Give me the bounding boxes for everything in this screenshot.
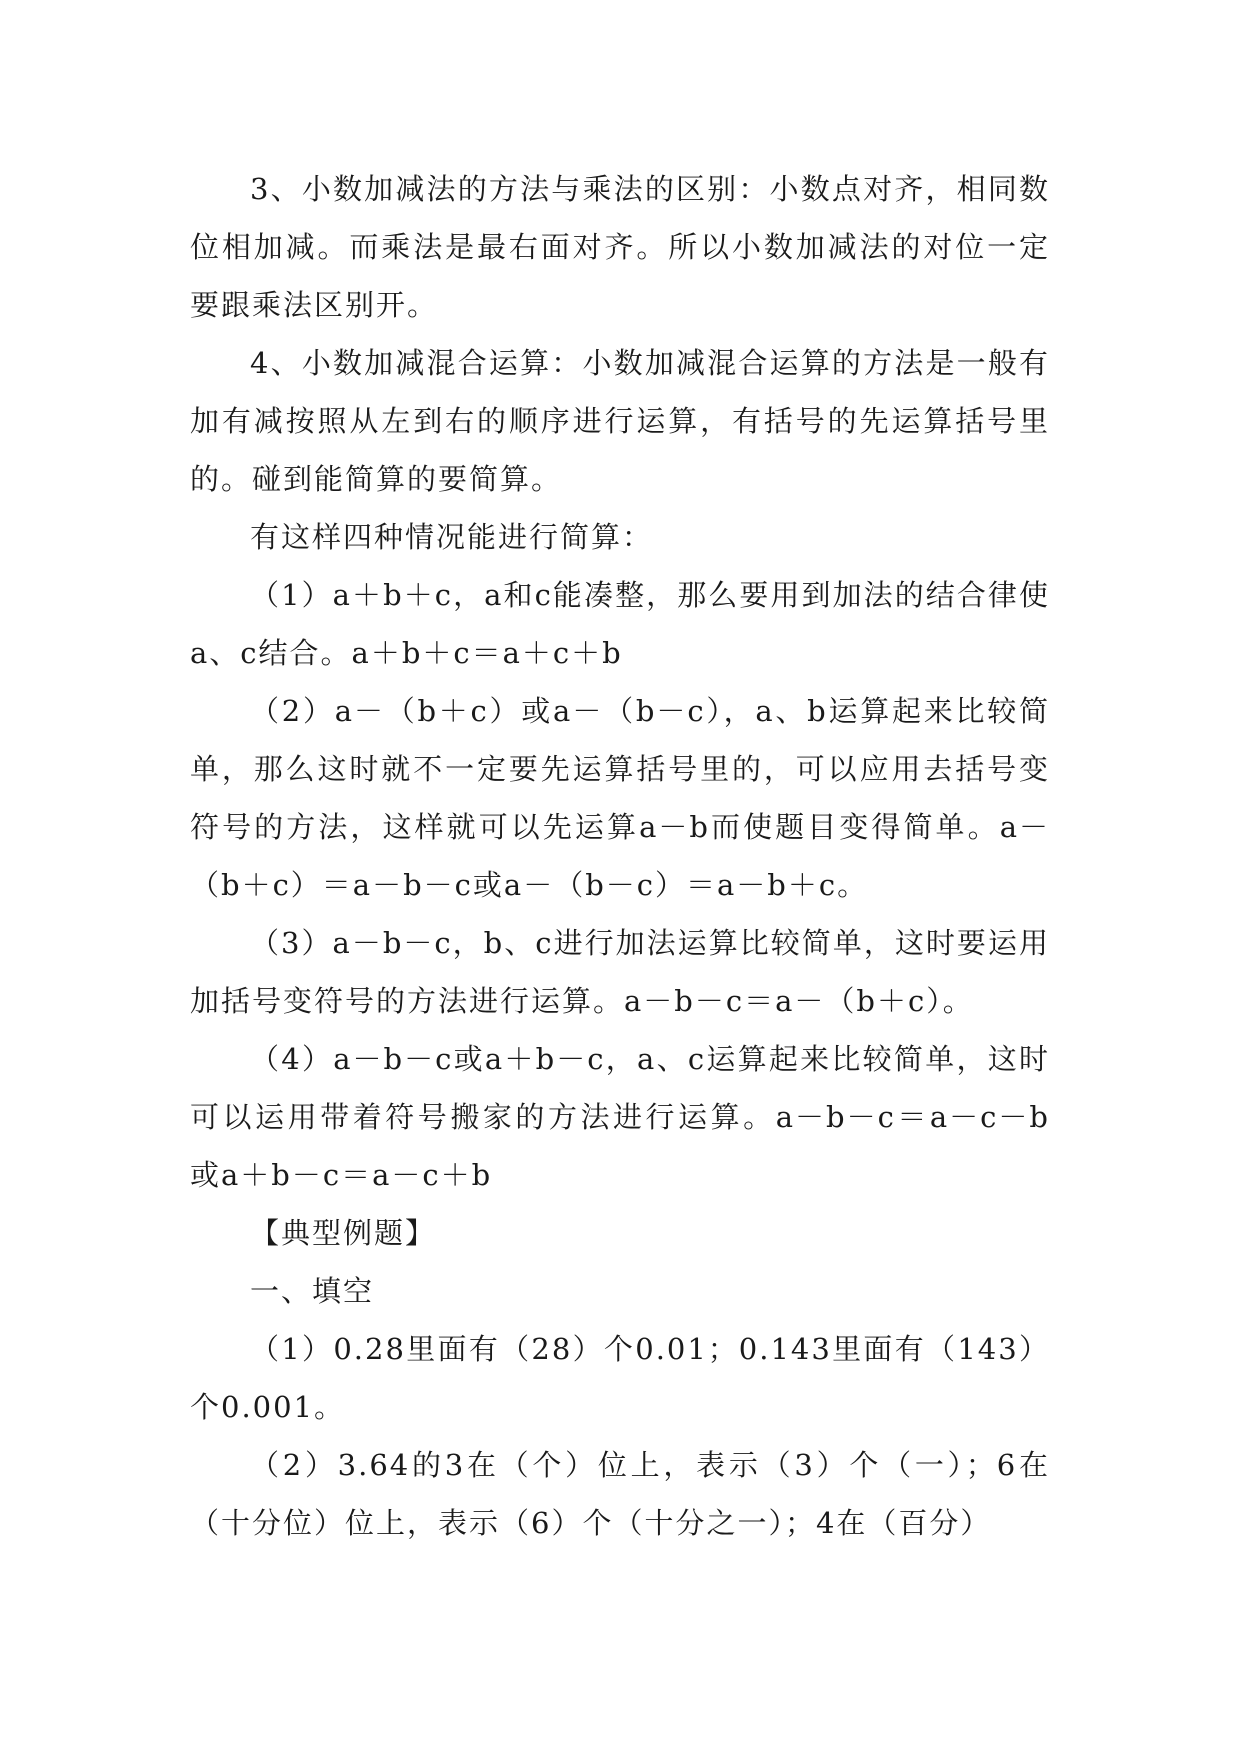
subheading-fill-in-blanks: 一、填空 bbox=[250, 1274, 375, 1308]
document-body bbox=[190, 160, 1050, 1552]
paragraph-case-3: （3）a－b－c，b、c进行加法运算比较简单，这时要运用加括号变符号的方法进行运算。a－b－c＝a－（b＋c）。 bbox=[190, 926, 1050, 1018]
question-1: （1）0.28里面有（28）个0.01；0.143里面有（143）个0.001。 bbox=[190, 1332, 1050, 1424]
question-2: （2）3.64的3在（个）位上，表示（3）个（一）；6在（十分位）位上，表示（6）个（十分之一）；4在（百分） bbox=[190, 1448, 1050, 1540]
paragraph-mixed-operations: 4、小数加减混合运算：小数加减混合运算的方法是一般有加有减按照从左到右的顺序进行运算，有括号的先运算括号里的。碰到能简算的要简算。 bbox=[190, 346, 1050, 496]
paragraph-decimal-add-sub-vs-multiplication: 3、小数加减法的方法与乘法的区别：小数点对齐，相同数位相加减。而乘法是最右面对齐。所以小数加减法的对位一定要跟乘法区别开。 bbox=[190, 172, 1050, 322]
paragraph-four-cases-intro: 有这样四种情况能进行简算： bbox=[250, 520, 654, 554]
paragraph-case-4: （4）a－b－c或a＋b－c，a、c运算起来比较简单，这时可以运用带着符号搬家的方法进行运算。a－b－c＝a－c－b或a＋b－c＝a－c＋b bbox=[190, 1042, 1050, 1192]
paragraph-case-1: （1）a＋b＋c，a和c能凑整，那么要用到加法的结合律使a、c结合。a＋b＋c＝a＋c＋b bbox=[190, 578, 1050, 670]
section-heading-typical-examples: 【典型例题】 bbox=[250, 1216, 437, 1250]
paragraph-case-2: （2）a－（b＋c）或a－（b－c），a、b运算起来比较简单，那么这时就不一定要先运算括号里的，可以应用去括号变符号的方法，这样就可以先运算a－b而使题目变得简单。a－（b＋c）＝a－b－c或a－（b－c）＝a－b＋c。 bbox=[190, 694, 1050, 902]
